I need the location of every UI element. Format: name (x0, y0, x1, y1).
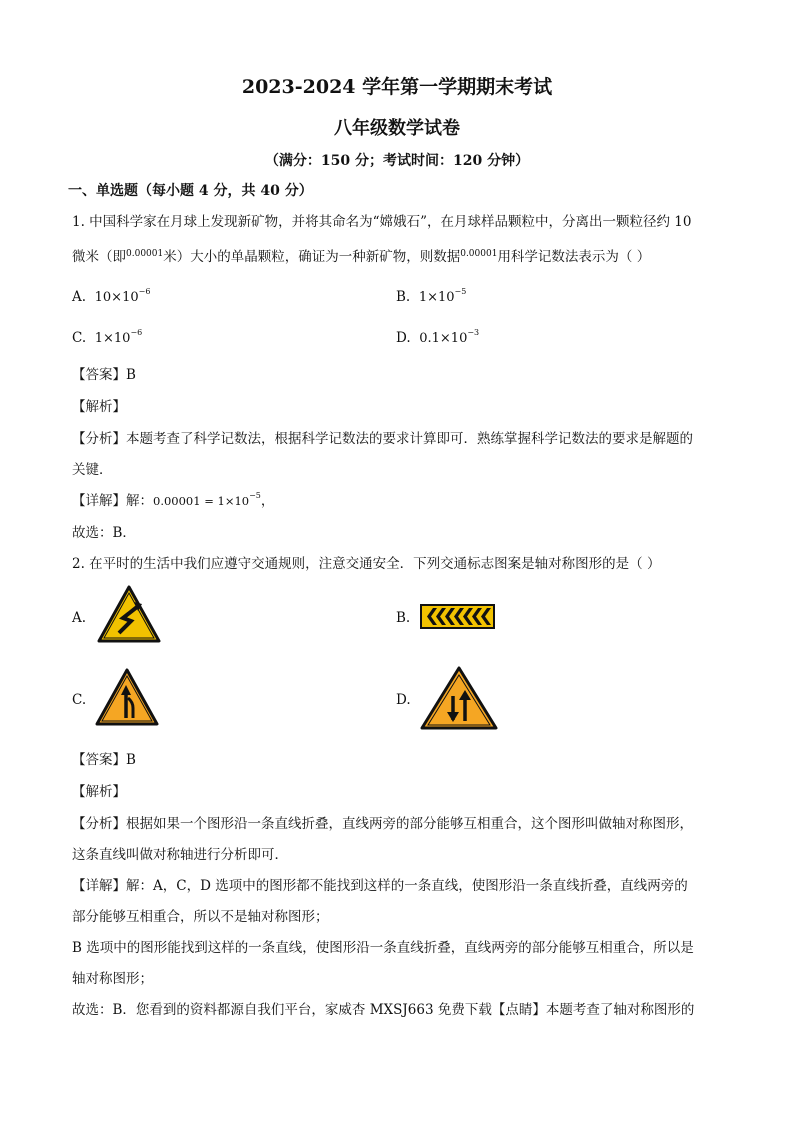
q2-detail-line2: 部分能够互相重合，所以不是轴对称图形； (72, 909, 329, 925)
q2-detail-line3: B 选项中的图形能找到这样的一条直线，使图形沿一条直线折叠，直线两旁的部分能够互相重合，所以是 (72, 940, 694, 956)
q2-option-d-label: D. (396, 692, 411, 708)
q2-last-line: 故选：B．您看到的资料都源自我们平台，家威杏 MXSJ663 免费下载【点睛】本题考查了轴对称图形的 (72, 1002, 695, 1018)
q2-option-c-label: C. (72, 692, 87, 708)
q1-analysis-tag: 【解析】 (72, 399, 126, 415)
q2-answer: 【答案】B (72, 752, 136, 768)
q1-analysis-line1: 【分析】本题考查了科学记数法，根据科学记数法的要求计算即可．熟练掌握科学记数法的要求是解题的 (72, 431, 693, 447)
q1-option-b: B. $1\times 10^{-5}$ (396, 287, 467, 305)
q1-analysis-line2: 关键． (72, 462, 113, 478)
exam-meta: （满分：150 分；考试时间：120 分钟） (264, 153, 530, 169)
q1-option-d: D. $0.1\times 10^{-3}$ (396, 328, 480, 346)
q2-detail-line4: 轴对称图形； (72, 971, 153, 987)
q1-option-c: C. $1\times 10^{-6}$ (72, 328, 143, 346)
q2-analysis-tag: 【解析】 (72, 784, 126, 800)
q1-stem-line2: 微米（即$^{0.00001}$米）大小的单晶颗粒，确证为一种新矿物，则数据$^{0.00001}$用科学记数法表示为（ ） (72, 249, 651, 265)
q1-stem-line1: 1. 中国科学家在月球上发现新矿物，并将其命名为“嫦娥石”，在月球样品颗粒中，分离出一颗粒径约 10 (72, 214, 692, 230)
exam-subtitle: 八年级数学试卷 (334, 118, 460, 139)
q1-answer: 【答案】B (72, 367, 136, 383)
q1-number-2: 0.00001 (460, 249, 498, 259)
q2-option-a-label: A. (72, 610, 87, 626)
q2-stem: 2. 在平时的生活中我们应遵守交通规则，注意交通安全．下列交通标志图案是轴对称图形的是（ ） (72, 556, 661, 572)
q1-number: 0.00001 (126, 249, 164, 259)
exam-title: 2023-2024 学年第一学期期末考试 (241, 76, 553, 98)
q2-analysis-line1: 【分析】根据如果一个图形沿一条直线折叠，直线两旁的部分能够互相重合，这个图形叫做轴对称图形， (72, 816, 693, 832)
q2-analysis-line2: 这条直线叫做对称轴进行分析即可． (72, 847, 288, 863)
q1-choose: 故选：B． (72, 525, 136, 541)
q2-detail-line1: 【详解】解：A，C，D 选项中的图形都不能找到这样的一条直线，使图形沿一条直线折叠，直线两旁的 (72, 878, 688, 894)
q1-detail: 【详解】解：$0.00001 = 1\times 10^{-5}$， (72, 491, 275, 509)
q1-option-a: A. $10\times 10^{-6}$ (72, 287, 151, 305)
q2-option-b-label: B. (396, 610, 411, 626)
chevron-warning-sign-icon (420, 604, 495, 629)
zigzag-road-sign-icon (97, 585, 161, 643)
merge-lane-sign-icon (95, 668, 159, 726)
section-heading: 一、单选题（每小题 4 分，共 40 分） (68, 183, 313, 199)
two-way-traffic-sign-icon (420, 666, 498, 730)
